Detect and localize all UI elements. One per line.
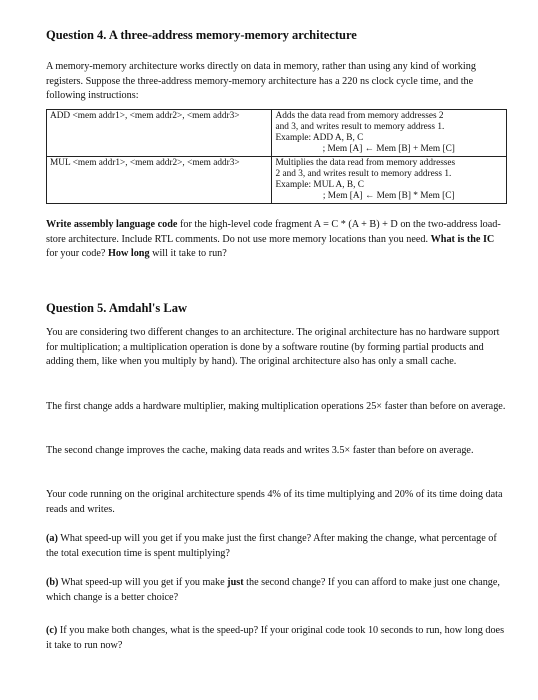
part-b-label: (b) [46, 577, 59, 588]
task-bold-write-code: Write assembly language code [46, 219, 178, 230]
question-4-task [46, 218, 506, 262]
mul-desc-line-1: Multiplies the data read from memory addresses [275, 158, 456, 168]
part-a-text: What speed-up will you get if you make just the first change? After making the change, what percentage of the total execution time is spent multiplying? [46, 533, 497, 559]
task-bold-how-long: How long [107, 248, 150, 259]
part-c-text: If you make both changes, what is the speed-up? If your original code took 10 seconds to run, how long does it take to run now? [46, 625, 505, 651]
add-syntax: ADD <mem addr1>, <mem addr2>, <mem addr3> [47, 110, 272, 157]
part-a-label: (a) [46, 533, 58, 544]
mul-rtl: ; Mem [A] ← Mem [B] * Mem [C] [322, 191, 455, 201]
part-b-bold-just: just [227, 577, 244, 588]
question-4-intro: A memory-memory architecture works directly on data in memory, rather than using any kind of working registers. Suppose the three-address memory-memory architecture has a 220 ns clock cycle time, and the following instructions: [46, 61, 476, 101]
add-example: Example: ADD A, B, C [275, 133, 364, 143]
question-5-part-b [46, 576, 506, 605]
question-4-title: Question 4. A three-address memory-memory architecture [46, 28, 357, 42]
part-b-text-2: the second change? If you can afford to make just one change, which change is a better choice? [46, 577, 500, 603]
task-text-3: will it take to run? [149, 248, 227, 259]
task-text-2: for your code? [46, 248, 108, 259]
mul-syntax: MUL <mem addr1>, <mem addr2>, <mem addr3> [47, 157, 272, 204]
instruction-row-add [47, 110, 507, 157]
instruction-table [46, 109, 507, 204]
question-5-paragraph-1: You are considering two different changes to an architecture. The original architecture has no hardware support for multiplication; a multiplication operation is done by a software routine (by forming partial products and adding them, like when you multiply by hand). The original architecture also has only a small cache. [46, 327, 500, 367]
add-description [272, 110, 507, 157]
question-5-paragraph-3: The second change improves the cache, making data reads and writes 3.5× faster than before on average. [46, 445, 474, 456]
question-5-paragraph-2: The first change adds a hardware multiplier, making multiplication operations 25× faster than before on average. [46, 401, 506, 412]
add-desc-line-1: Adds the data read from memory addresses 2 [275, 111, 444, 121]
task-bold-ic: What is the IC [430, 233, 495, 245]
question-5-paragraph-4: Your code running on the original architecture spends 4% of its time multiplying and 20% of its time doing data reads and writes. [46, 489, 503, 515]
instruction-row-mul [47, 157, 507, 204]
question-5-part-c [46, 624, 506, 653]
question-5-part-a [46, 532, 506, 561]
add-rtl: ; Mem [A] ← Mem [B] + Mem [C] [322, 144, 455, 154]
question-5-title: Question 5. Amdahl's Law [46, 301, 188, 315]
add-desc-line-2: and 3, and writes result to memory address 1. [275, 122, 445, 132]
mul-description [272, 157, 507, 204]
task-text-1: for the high-level code fragment A = C * (A + B) + D on the two-address load-store architecture. Include RTL comments. Do not use more memory locations than you need. [46, 219, 501, 245]
part-c-label: (c) [46, 625, 58, 636]
mul-example: Example: MUL A, B, C [275, 180, 364, 190]
part-b-text-1: What speed-up will you get if you make [58, 577, 228, 588]
mul-desc-line-2: 2 and 3, and writes result to memory address 1. [275, 169, 452, 179]
